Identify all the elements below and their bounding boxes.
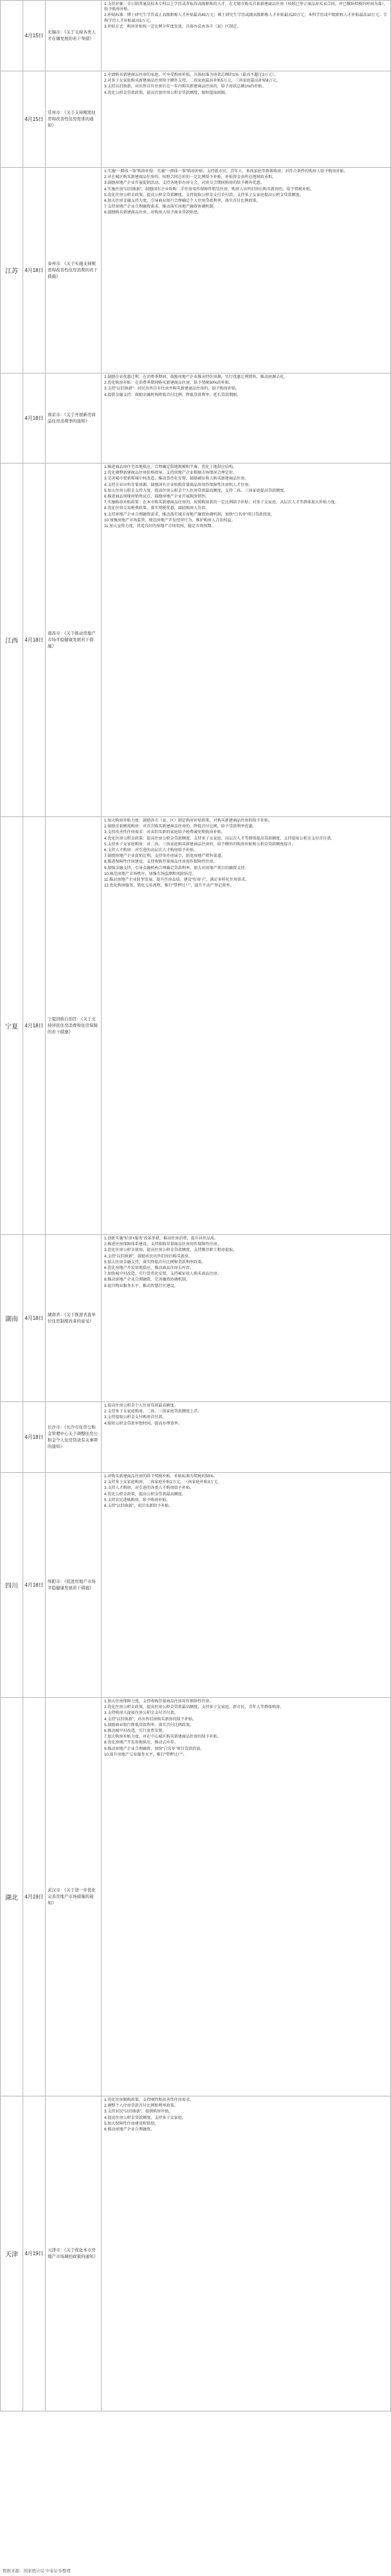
policy-item: 5.加大住房金融支持，落实降低首付比例和贷款利率政策。 [104, 1259, 206, 1265]
policy-content-cell [102, 71, 391, 168]
province-cell: 江苏 [1, 168, 23, 374]
table-row [1, 1473, 391, 1698]
table-row [1, 1402, 391, 1473]
policy-item: 7.实施购房补贴政策：在本市购买新建商品住房的，按照购房款的一定比例给予补贴；对多子女家庭、高层次人才等群体加大补贴力度。 [104, 500, 339, 505]
policy-item: 11.加大宣传力度，营造良好的房地产市场氛围，稳定市场预期。 [104, 524, 215, 529]
policy-item: 8.优化房地产开发用地供应，推动去库存。 [104, 1740, 178, 1745]
policy-content-cell [102, 1473, 391, 1698]
policy-item: 6.支持“以旧换新”，卖旧买新给予补贴。 [104, 1504, 173, 1509]
policy-content-cell [102, 168, 391, 374]
date-cell: 4月19日 [23, 1698, 46, 2096]
footer-source: 数据来源：国家统计局 中泰证券整理 [3, 2569, 71, 2573]
policy-item: 1.加大住房保障力度，支持收购存量商品住房用作保障性住房。 [104, 1699, 214, 1704]
policy-item: 3.支持改善性住房需求：对卖旧买新的家庭给予税费减免和购房补贴。 [104, 830, 225, 835]
policy-content-cell [102, 1235, 391, 1402]
policy-title-cell: 宁夏回族自治区：《关于支持居民住房消费和住房保障的若干措施》 [46, 817, 102, 1235]
table-row [1, 464, 391, 817]
policy-title-cell: 常州市：《关于支持刚需住房和改善性住房需求的通知》 [46, 71, 102, 168]
policy-item: 10.提升房地产交易服务水平，推行“带押过户”。 [104, 1752, 187, 1757]
policy-content-cell [102, 2096, 391, 2411]
table-row [1, 374, 391, 464]
policy-title-cell: 长沙市：《长沙市住房公积金管理中心关于调整住房公积金个人住房贷款有关事项的通知》 [46, 1402, 102, 1473]
policy-item: 8.推进保障性住房建设，支持收购存量商品住房用作保障性住房。 [104, 860, 217, 865]
policy-item: 5.加大保障性住房建设和供给。 [104, 2121, 159, 2126]
province-cell [1, 374, 23, 464]
policy-title-cell: 天津市：《关于优化本市房地产市场调控政策的通知》 [46, 2096, 102, 2411]
policy-item: 4.优化公积金政策，提高公积金贷款最高额度。 [104, 1491, 186, 1497]
policy-title-cell: 泰州市：《关于实施支持刚需和改善性住房消费的若干措施》 [46, 168, 102, 374]
policy-content-cell [102, 817, 391, 1235]
policy-title-cell: 绵阳市：《促进房地产市场平稳健康发展若干措施》 [46, 1473, 102, 1698]
date-cell: 4月19日 [23, 2096, 46, 2411]
date-cell: 4月18日 [23, 168, 46, 374]
policy-item: 3.支持以旧换新，对出售自有住房后在一年内购买新建商品住房的，给予房款总额1%的补贴。 [104, 84, 266, 89]
policy-item: 1.优化住房限购政策，支持刚性和改善性住房需求。 [104, 2098, 194, 2102]
policy-item: 4.支持企业出售存量房源，鼓励国有企业收购存量商品房用作保障性住房和人才住房。 [104, 482, 253, 487]
policy-item: 4.支持“以旧换新”，鼓励居民出售旧房后购买新房。 [104, 1254, 193, 1259]
policy-item: 2.对在城区购买新建商品住房的，按照合同总价的一定比例给予补贴，补贴资金由所在地财政承担。 [104, 175, 277, 180]
policy-item: 1.申请购买新建商品住房的家庭，可享受购房补贴，具体标准为房款总额的1%（最高不超过3万元）。 [104, 73, 278, 77]
date-cell: 4月18日 [23, 817, 46, 1235]
policy-item: 7.加快城中村改造，实行货币化安置，支持被征收人购买商品住房。 [104, 1272, 221, 1277]
policy-item: 8.鼓励购买新建商品住房，对购房人给予商业贷款贴息。 [104, 210, 202, 215]
table-row [1, 71, 391, 168]
policy-item: 1.鼓励企业优惠让利：在消费季期间，鼓励房地产企业推出特价房源，实行优惠让利销售，推动房源去化。 [104, 375, 288, 379]
policy-content-cell [102, 1698, 391, 2096]
policy-item: 2.优化购房补贴：在消费季期间购买新建商品住房，给予契税50%的补贴。 [104, 381, 233, 386]
policy-item: 5.加大住房公积金支持力度，提高住房公积金个人住房贷款最高额度，支持二孩、三孩家庭提高贷款额度。 [104, 488, 288, 493]
policy-content-cell [102, 464, 391, 817]
policy-item: 2.调整个人住房贷款首付比例和利率政策。 [104, 2103, 178, 2109]
province-cell: 湖南 [1, 1235, 23, 1402]
policy-item: 3.支持购房人提取住房公积金支付首付款。 [104, 1711, 178, 1716]
policy-item: 3.鼓励房地产企业开展促销活动，支持各地举办房交会，对房交会期间购房的给予额外优惠。 [104, 181, 264, 186]
table-row [1, 168, 391, 374]
province-cell [1, 1402, 23, 1473]
policy-item: 4.优化住房公积金政策：提高住房公积金贷款额度，支持多子女家庭、高层次人才等群体提高贷款额度，支持提取公积金支付首付款。 [104, 836, 335, 841]
policy-item: 4.支持“以旧换新”，对出售旧房购买新房的给予补贴。 [104, 1716, 197, 1722]
policy-item: 6.推进商品房现房销售试点，鼓励房地产企业开展现房销售。 [104, 494, 210, 500]
policy-item: 3.支持“以旧换新”：居民出售自有住房并购买新建商品住房的，给予购房补贴。 [104, 386, 240, 392]
date-cell: 4月15日 [23, 71, 46, 168]
policy-item: 3.支持居民“以旧换新”，提供购房补贴。 [104, 2109, 173, 2114]
policy-item: 5.支持多子女家庭购房：对二孩、三孩家庭购买新建商品住房的，给予额外的购房补贴和公积金贷款额度提升。 [104, 842, 296, 847]
policy-content-cell [102, 374, 391, 464]
policy-item: 5.优化住房公积金政策，提高公积金贷款额度，支持提取公积金支付首付款，支持多子女家庭提高公积金贷款额度。 [104, 192, 304, 197]
policy-item: 2.推进住房保障体系建设，支持收购存量商品住房用作保障性住房。 [104, 1242, 221, 1247]
policy-title-cell: 武汉市：《关于进一步优化完善房地产市场措施的通知》 [46, 1698, 102, 2096]
policy-item: 3.补贴方式：购房补贴按一定比例分年度发放，具体办法由各市（县）区制定。 [104, 24, 241, 29]
policy-title-cell: 南昌市：《关于推动房地产市场平稳健康发展若干措施》 [46, 464, 102, 817]
policy-item: 1.支持对象：全日制普通高校本专科以上学历或者取得高级职称的人才，在无锡市购买首套新建商品住房（按照已签订商品房买卖合同，并已缴纳契税的时间为准），给予购房补贴。 [104, 2, 388, 12]
table-row [1, 1, 391, 71]
policy-content-cell [102, 1402, 391, 1473]
policy-item: 12.优化购房服务，简化交易流程，推行“带押过户”，提升不动产登记效率。 [104, 883, 234, 888]
policy-item: 9.加强金融支持，引导金融机构合理确定贷款利率，加大对房地产项目的融资支持。 [104, 865, 249, 870]
policy-item: 2.对多子女家庭购买新建商品住房给予额外支持，二孩家庭最高补贴5万元，三孩家庭最高补贴8万元。 [104, 78, 280, 84]
policy-item: 6.支持人才购房：对引进的高层次人才购房给予补贴。 [104, 848, 198, 853]
date-cell: 4月18日 [23, 464, 46, 817]
policy-item: 5.鼓励商业银行降低贷款利率，落实首付比例政策。 [104, 1722, 194, 1727]
policy-item: 9.支持房地产企业合理融资需求，推动落实城市房地产融资协调机制，加快“白名单”项目贷款投放。 [104, 512, 275, 517]
policy-item: 4.实施住房“以旧换新”，鼓励国有企业收购二手住房用作保障性租赁住房，购房人出售旧房后购买新房的，给予契税补贴。 [104, 186, 314, 192]
policy-item: 7.加大购房补贴力度，对在中心城区购买新建商品住房的给予补贴。 [104, 1734, 221, 1740]
policy-item: 10.规范房地产市场秩序，加强市场监测和风险防范。 [104, 871, 196, 876]
policy-item: 4.提高住房公积金贷款额度，支持多子女家庭。 [104, 2115, 186, 2120]
table-row [1, 2096, 391, 2411]
policy-item: 6.推动城中村改造，实行房票安置。 [104, 1729, 167, 1734]
policy-item: 2.优化住房公积金政策，提高住房公积金贷款最高额度，支持多子女家庭、新市民、青年人等群体购房。 [104, 1705, 284, 1710]
policy-item: 3.支持人才购房，对引进的各类人才购房给予补贴。 [104, 1486, 194, 1491]
policy-title-cell: 南京市：《关于开展新房商品住房消费季的通知》 [46, 374, 102, 464]
policy-item: 4.提供金融支持：鼓励金融机构降低首付比例、降低贷款利率、延长贷款期限。 [104, 392, 241, 397]
policy-item: 7.鼓励房地产企业促销让利，支持举办房展会，拓宽房地产销售渠道。 [104, 854, 225, 859]
policy-item: 1.实施“一群体一策”购房补贴：实施“一群体一策”购房补贴，支持新市民、青年人、多孩家庭等群体购房，对符合条件的购房人给予购房补贴。 [104, 169, 348, 174]
policy-item: 7.支持房地产企业合理融资需求，推动落实房地产融资协调机制。 [104, 204, 217, 210]
table-row [1, 1698, 391, 2096]
policy-item: 4.优化公积金贷款政策，提高首套住房公积金贷款额度，缩短提取间隔。 [104, 90, 229, 95]
province-cell: 湖北 [1, 1698, 23, 2096]
policy-item: 1.创新实施“好房+服务”改革举措，推动住房消费，提升居住品质。 [104, 1236, 219, 1241]
policy-item: 4.缩短公积金贷款审批时间，提高办理效率。 [104, 1421, 182, 1426]
policy-item: 6.优化房地产开发用地供应，推动商品住房去库存。 [104, 1266, 194, 1271]
province-cell [1, 71, 23, 168]
policy-item: 3.优化住房公积金使用，提高住房公积金贷款额度，支持缴存职工租房提取。 [104, 1248, 237, 1253]
date-cell: 4月18日 [23, 1402, 46, 1473]
policy-item: 5.支持农民进城购房，给予购房补贴。 [104, 1497, 170, 1502]
policy-title-cell: 无锡市：《关于支持各类人才在锡发展的若干举措》 [46, 1, 102, 71]
policy-title-cell: 湖南省：《关于推进省直单位住房制度改革的意见》 [46, 1235, 102, 1402]
date-cell: 4月15日 [23, 1, 46, 71]
policy-item: 9.推动房地产企业合理融资，加快“白名单”项目贷款投放。 [104, 1746, 205, 1751]
province-cell: 宁夏 [1, 817, 23, 1235]
policy-item: 2.支持多子女家庭购房，二孩家庭补贴2万元，三孩家庭补贴3万元。 [104, 1480, 222, 1485]
province-cell: 天津 [1, 2096, 23, 2411]
policy-item: 3.完善城市更新和城中村改造，推动货币化安置，鼓励被征收人购买新建商品住房。 [104, 476, 249, 482]
policy-item: 6.推动房地产企业合理融资。 [104, 2127, 155, 2132]
policy-item: 6.加大住房金融支持力度，引导商业银行合理确定个人住房贷款利率，落实首付比例政策。 [104, 199, 260, 204]
policy-item: 2.鼓励首套刚需购房：对首次购买新建商品住房的，降低首付比例，给予贷款利率优惠。 [104, 824, 257, 829]
province-cell [1, 1, 23, 71]
policy-item: 3.支持提取公积金支付购房首付款。 [104, 1415, 167, 1420]
date-cell: 4月18日 [23, 1235, 46, 1402]
date-cell: 4月18日 [23, 374, 46, 464]
date-cell: 4月18日 [23, 1473, 46, 1698]
table-row [1, 1235, 391, 1402]
policy-item: 1.对购买新建商品住房的给予契税补贴，补贴标准为契税的50%。 [104, 1474, 217, 1479]
policy-item: 10.加强房地产市场监管，规范房地产开发经营行为，维护购房人合法权益。 [104, 518, 235, 523]
table-row [1, 817, 391, 1235]
policy-item: 1.加大购房补贴力度：鼓励各市（县、区）制定购房补贴政策，对购买新建商品住房的给予补贴。 [104, 818, 273, 823]
policy-item: 1.提高住房公积金个人住房贷款最高额度。 [104, 1403, 178, 1408]
policy-item: 8.优化住房交易税费政策，落实契税优惠，减轻购房人负担。 [104, 506, 210, 511]
policy-item: 2.补贴标准：博士研究生学历或正高级职称人才补贴最高40万元；硕士研究生学历或副高级职称人才补贴最高20万元；本科学历或中级职称人才补贴最高10万元；专科学历人才补贴最高5万元。 [104, 13, 387, 23]
province-cell: 四川 [1, 1473, 23, 1698]
policy-content-cell [102, 1, 391, 71]
policy-item: 2.优化调整新建商品住房价格指导，支持房地产企业根据市场情况合理定价。 [104, 471, 237, 476]
policy-item: 2.支持多子女家庭购房，二孩、三孩家庭贷款额度上浮。 [104, 1409, 202, 1414]
province-cell: 江西 [1, 464, 23, 817]
policy-item: 8.推动房地产企业合理融资，完善融资协调机制。 [104, 1277, 190, 1283]
policy-item: 9.提升物业服务水平，推动智慧社区建设。 [104, 1283, 178, 1288]
policy-item: 1.推进商品房住宅用地供应，合理确定供地规模和节奏，优化土地供应结构。 [104, 465, 237, 469]
policy-item: 11.推动房地产企业转型发展，提升住房品质，建设“好房子”，满足多样化住房需求。 [104, 878, 250, 883]
